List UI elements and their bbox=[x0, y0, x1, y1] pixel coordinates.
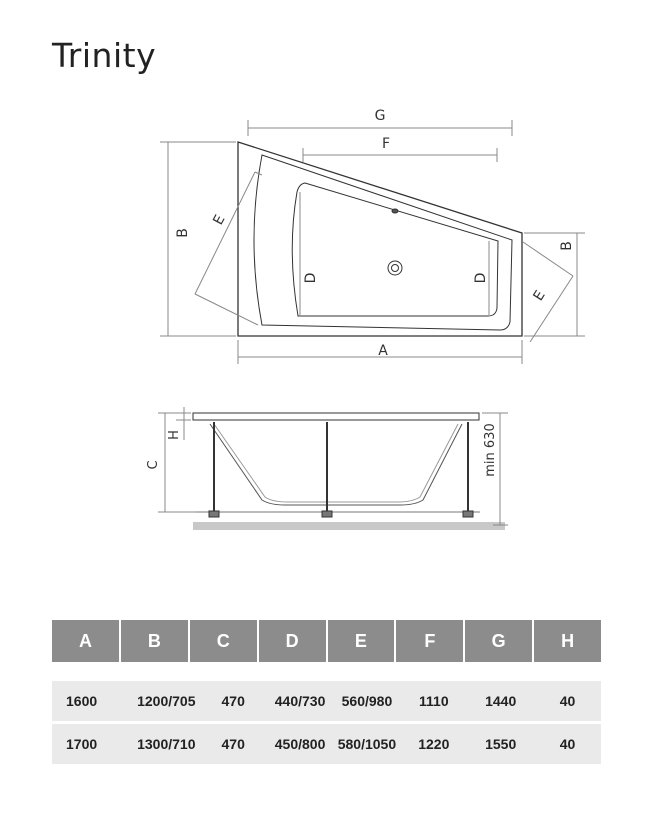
floor bbox=[193, 522, 505, 530]
table-row bbox=[52, 724, 601, 764]
cell-a: 1700 bbox=[66, 736, 98, 752]
label-e-left: E bbox=[210, 212, 229, 228]
tub-basin bbox=[292, 183, 498, 316]
label-h: H bbox=[167, 430, 182, 440]
page-title: Trinity bbox=[52, 36, 157, 75]
side-rim bbox=[193, 413, 479, 420]
cell-g: 1440 bbox=[485, 693, 517, 709]
cell-d: 440/730 bbox=[274, 693, 326, 709]
table-header bbox=[52, 620, 601, 662]
cell-h: 40 bbox=[559, 736, 576, 752]
label-d-left: D bbox=[303, 272, 319, 284]
cell-h: 40 bbox=[559, 693, 576, 709]
header-d: D bbox=[259, 620, 326, 662]
header-c: C bbox=[190, 620, 257, 662]
label-d-right: D bbox=[473, 272, 489, 284]
header-e: E bbox=[328, 620, 395, 662]
overflow bbox=[392, 209, 398, 213]
side-basin bbox=[210, 424, 462, 505]
tub-outline bbox=[238, 142, 522, 336]
cell-b: 1300/710 bbox=[137, 736, 196, 752]
cell-f: 1110 bbox=[419, 693, 449, 709]
label-min-630: min 630 bbox=[483, 423, 498, 477]
cell-e: 560/980 bbox=[341, 693, 393, 709]
header-b: B bbox=[121, 620, 188, 662]
cell-c: 470 bbox=[221, 693, 245, 709]
cell-e: 580/1050 bbox=[337, 736, 397, 752]
header-g: G bbox=[465, 620, 532, 662]
header-h: H bbox=[534, 620, 601, 662]
cell-a: 1600 bbox=[66, 693, 98, 709]
cell-d: 450/800 bbox=[274, 736, 326, 752]
label-e-right: E bbox=[530, 287, 549, 304]
table-row bbox=[52, 681, 601, 721]
label-b-right: B bbox=[559, 241, 575, 251]
drain bbox=[388, 261, 402, 275]
label-c: C bbox=[146, 460, 161, 470]
label-b-left: B bbox=[175, 228, 191, 238]
label-a: A bbox=[378, 343, 388, 359]
cell-b: 1200/705 bbox=[137, 693, 196, 709]
cell-g: 1550 bbox=[485, 736, 517, 752]
dimension-table bbox=[52, 620, 601, 764]
cell-f: 1220 bbox=[418, 736, 450, 752]
header-f: F bbox=[396, 620, 463, 662]
header-a: A bbox=[52, 620, 119, 662]
cell-c: 470 bbox=[221, 736, 245, 752]
label-g: G bbox=[374, 108, 386, 124]
label-f: F bbox=[381, 136, 391, 152]
